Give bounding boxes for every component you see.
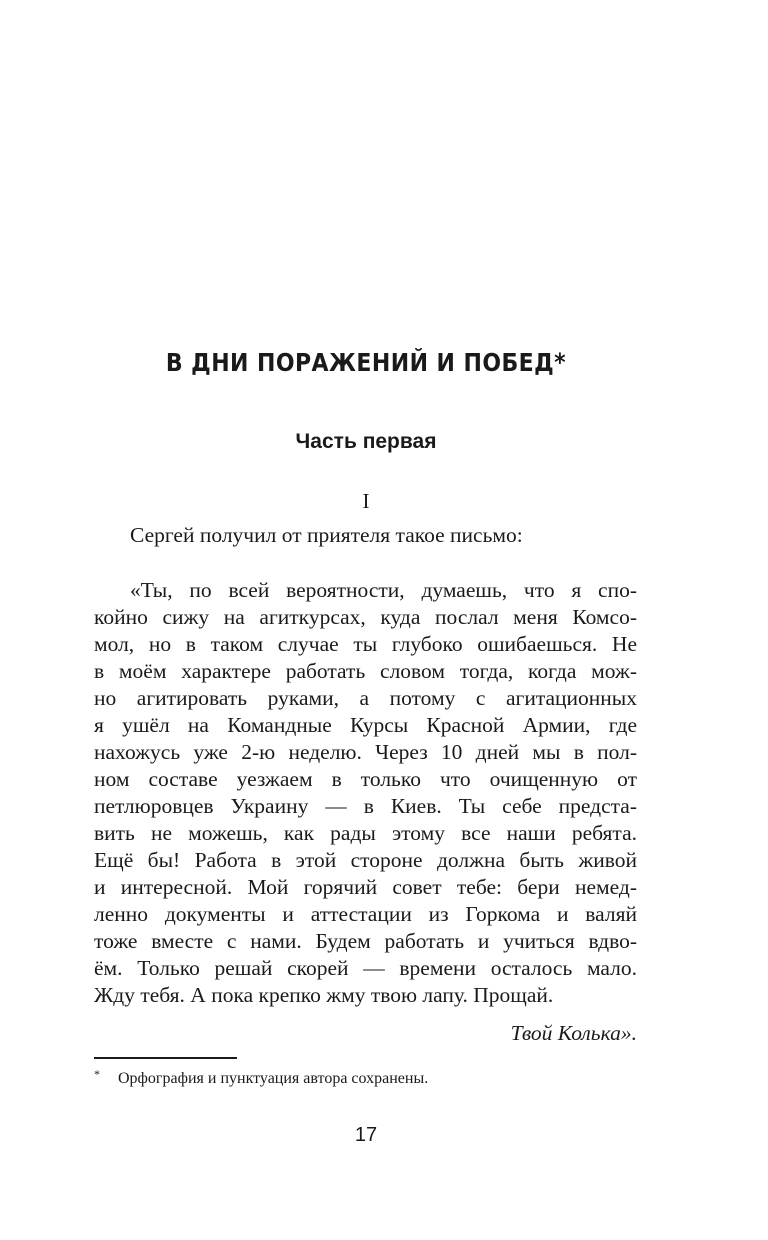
letter-line: я ушёл на Командные Курсы Красной Армии, где bbox=[94, 713, 637, 737]
letter-line: петлюровцев Украину — в Киев. Ты себе предста- bbox=[94, 794, 637, 818]
chapter-title: В ДНИ ПОРАЖЕНИЙ И ПОБЕД* bbox=[165, 348, 567, 377]
letter-line: койно сижу на агиткурсах, куда послал меня Комсо- bbox=[94, 605, 637, 629]
letter-line: тоже вместе с нами. Будем работать и учиться вдво- bbox=[94, 929, 637, 953]
letter-paragraph bbox=[94, 577, 637, 1009]
footnote-mark: * bbox=[94, 1067, 100, 1081]
letter-line: Ещё бы! Работа в этой стороне должна быть живой bbox=[94, 848, 637, 872]
footnote bbox=[94, 1067, 654, 1088]
letter-signature: Твой Колька». bbox=[510, 1021, 637, 1045]
letter-line: «Ты, по всей вероятности, думаешь, что я спо- bbox=[130, 578, 637, 602]
letter-line: в моём характере работать словом тогда, когда мож- bbox=[94, 659, 637, 683]
page-number: 17 bbox=[354, 1124, 378, 1146]
intro-paragraph bbox=[94, 522, 637, 549]
section-number: I bbox=[362, 489, 370, 513]
intro-line: Сергей получил от приятеля такое письмо: bbox=[130, 523, 523, 547]
letter-line: Жду тебя. А пока крепко жму твою лапу. Прощай. bbox=[94, 983, 554, 1007]
letter-line: нахожусь уже 2-ю неделю. Через 10 дней мы в пол- bbox=[94, 740, 637, 764]
footnote-divider bbox=[94, 1057, 237, 1059]
letter-line: но агитировать руками, а потому с агитационных bbox=[94, 686, 637, 710]
letter-line: ленно документы и аттестации из Горкома и валяй bbox=[94, 902, 637, 926]
letter-line: вить не можешь, как рады этому все наши ребята. bbox=[94, 821, 637, 845]
letter-line: и интересной. Мой горячий совет тебе: бери немед- bbox=[94, 875, 637, 899]
letter-line: ём. Только решай скорей — времени осталось мало. bbox=[94, 956, 637, 980]
letter-line: ном составе уезжаем в только что очищенную от bbox=[94, 767, 637, 791]
letter-line: мол, но в таком случае ты глубоко ошибаешься. Не bbox=[94, 632, 637, 656]
part-heading: Часть первая bbox=[295, 430, 437, 453]
footnote-text: Орфография и пунктуация автора сохранены. bbox=[118, 1070, 429, 1087]
